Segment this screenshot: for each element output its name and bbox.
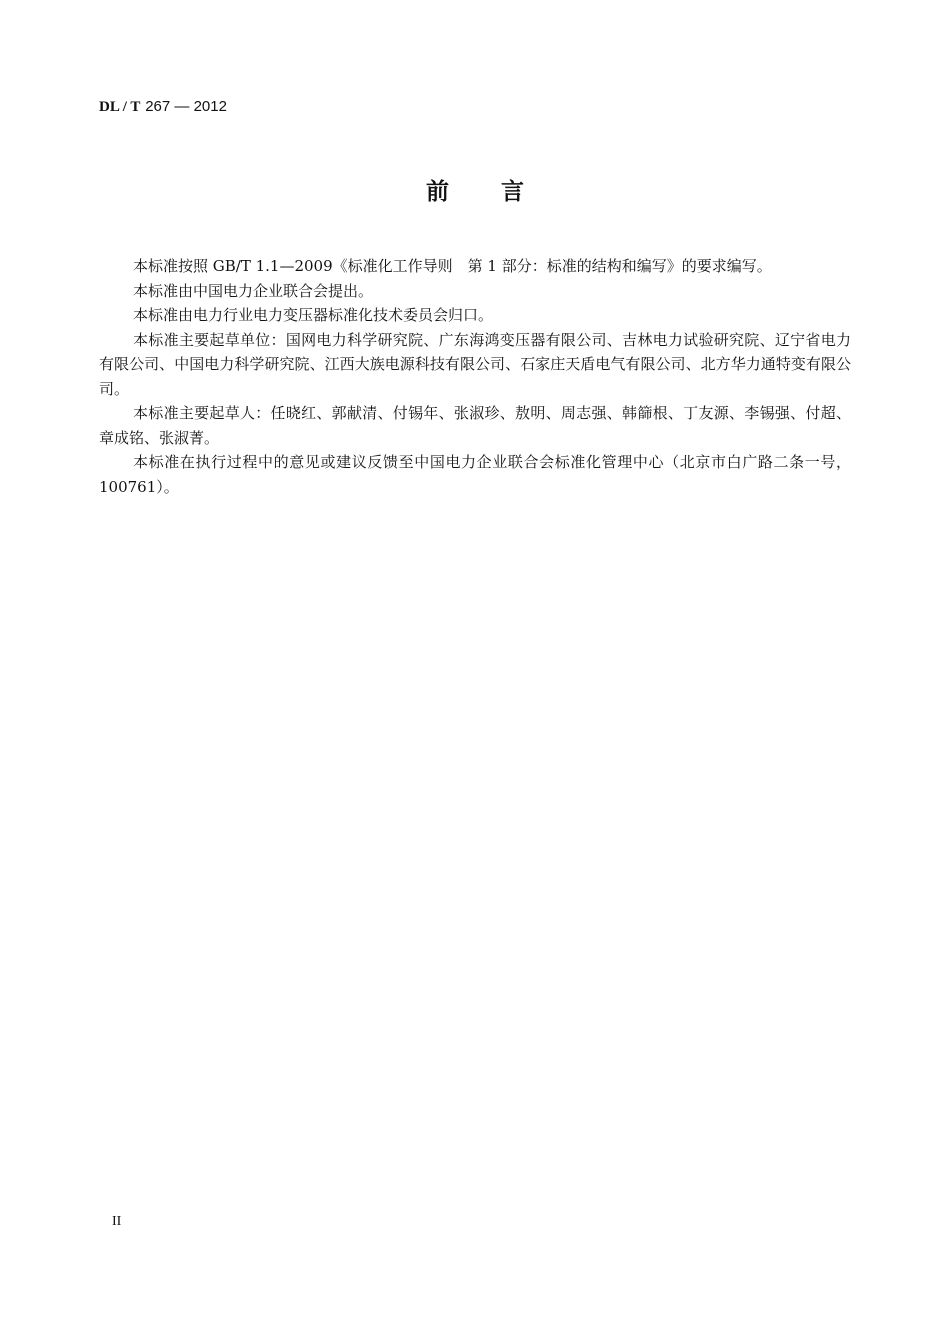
paragraph-proposer: 本标准由中国电力企业联合会提出。 xyxy=(133,281,374,300)
paragraph-drafting-units: 本标准主要起草单位：国网电力科学研究院、广东海鸿变压器有限公司、吉林电力试验研究院、辽宁省电力有限公司、中国电力科学研究院、江西大族电源科技有限公司、石家庄天盾电气有限公司、北方华力通特变有限公司。 xyxy=(99,330,851,398)
page-title: 前言 xyxy=(426,179,576,205)
foreword-body xyxy=(99,254,851,499)
standard-header xyxy=(99,96,227,117)
standard-number: 267 — 2012 xyxy=(145,98,227,115)
paragraph-drafting-rules: 本标准按照 GB/T 1.1—2009《标准化工作导则 第 1 部分：标准的结构和编写》的要求编写。 xyxy=(133,257,772,275)
standard-code: DL / T xyxy=(99,99,141,115)
page-number: II xyxy=(112,1214,122,1229)
paragraph-drafters: 本标准主要起草人：任晓红、郭献清、付锡年、张淑珍、敖明、周志强、韩篩根、丁友源、李锡强、付超、章成铭、张淑菁。 xyxy=(99,404,851,447)
paragraph-technical-committee: 本标准由电力行业电力变压器标准化技术委员会归口。 xyxy=(133,306,494,324)
paragraph-feedback: 本标准在执行过程中的意见或建议反馈至中国电力企业联合会标准化管理中心（北京市白广路二条一号，100761）。 xyxy=(99,453,851,496)
